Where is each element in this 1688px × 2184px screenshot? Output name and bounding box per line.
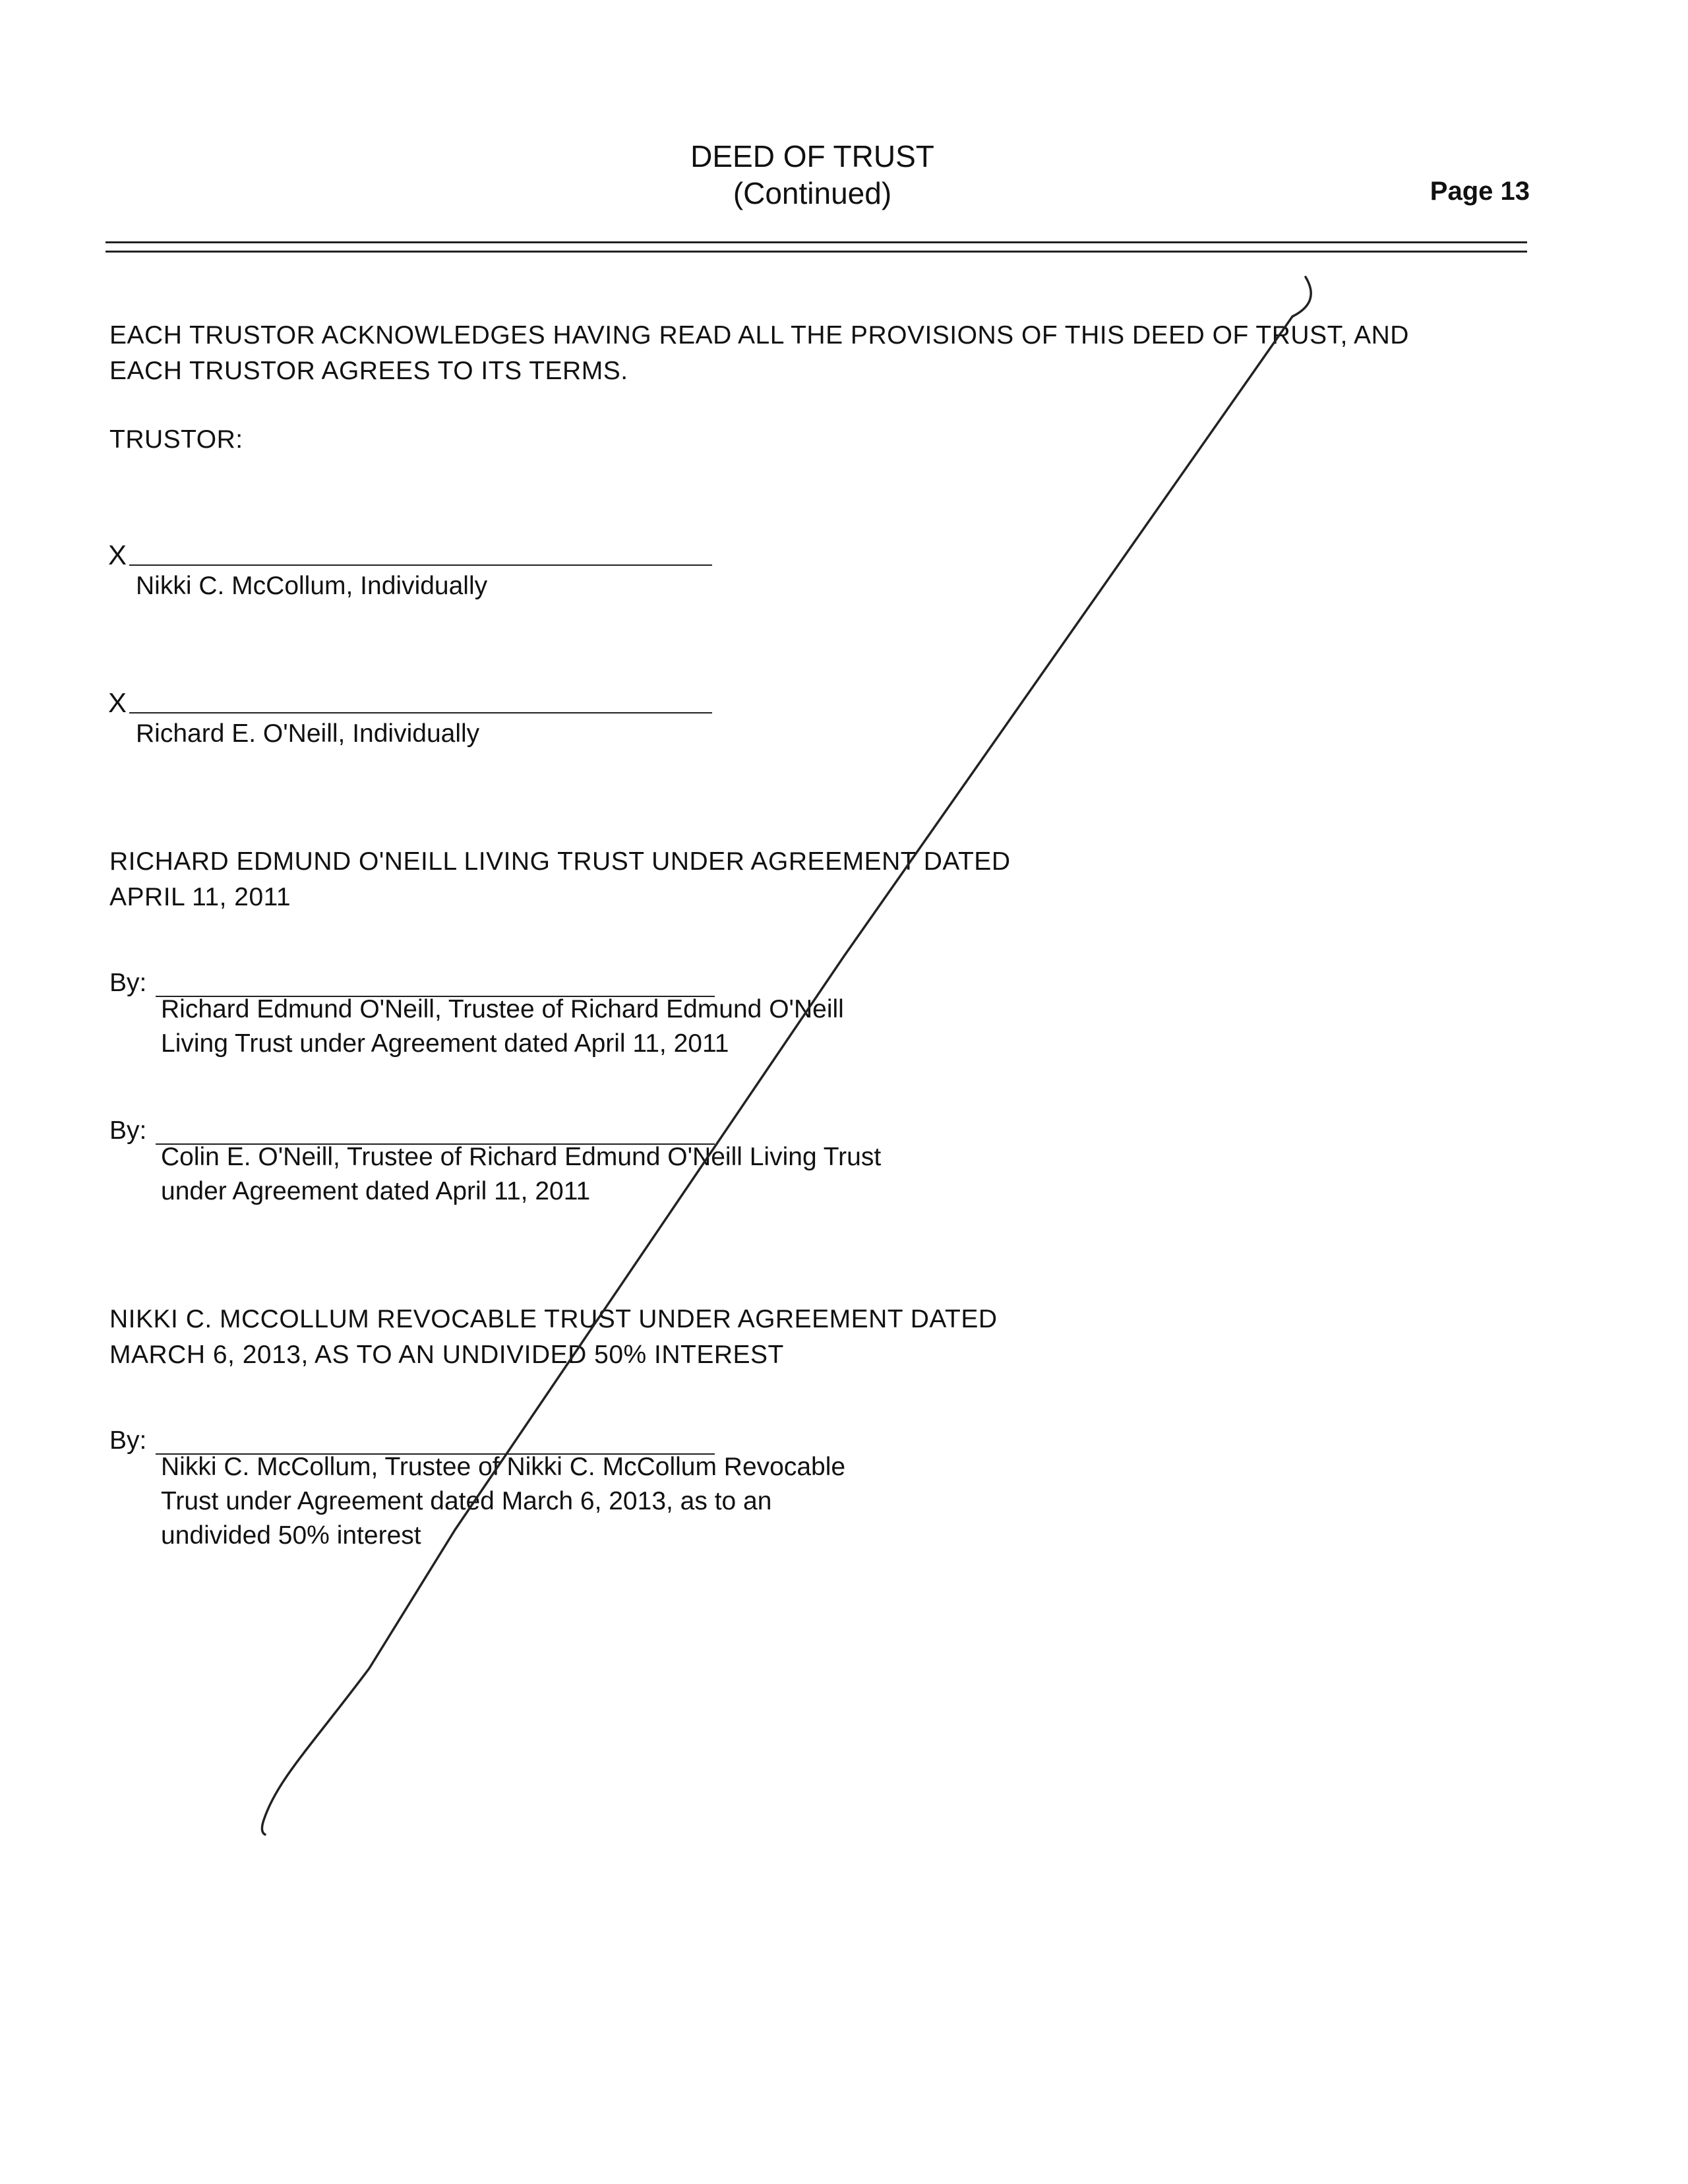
trustee-name-line-1: Colin E. O'Neill, Trustee of Richard Edmund O'Neill Living Trust [161,1143,882,1171]
trust-heading-line-2: MARCH 6, 2013, AS TO AN UNDIVIDED 50% INTEREST [109,1341,784,1369]
signature-x-mark: X [108,539,127,570]
signature-x-mark: X [108,687,127,718]
trustee-name-line-1: Richard Edmund O'Neill, Trustee of Richard Edmund O'Neill [161,995,844,1023]
header-rule-top [106,241,1527,243]
trustor-label: TRUSTOR: [109,425,243,454]
page-number: Page 13 [1430,177,1530,206]
by-label: By: [109,1116,147,1145]
trust-heading-line-1: NIKKI C. MCCOLLUM REVOCABLE TRUST UNDER AGREEMENT DATED [109,1305,998,1333]
document-subtitle: (Continued) [733,176,892,210]
acknowledgment-line-1: EACH TRUSTOR ACKNOWLEDGES HAVING READ ALL THE PROVISIONS OF THIS DEED OF TRUST, AND [109,321,1409,349]
trustee-name-line-3: undivided 50% interest [161,1521,421,1550]
trust-heading-line-2: APRIL 11, 2011 [109,883,291,911]
trustee-name-line-2: under Agreement dated April 11, 2011 [161,1177,591,1205]
signature-line [129,564,712,566]
signer-name: Nikki C. McCollum, Individually [136,572,488,600]
trustee-name-line-2: Trust under Agreement dated March 6, 2013, as to an [161,1487,772,1515]
trustee-name-line-2: Living Trust under Agreement dated April 11, 2011 [161,1029,729,1058]
by-label: By: [109,1426,147,1455]
signer-name: Richard E. O'Neill, Individually [136,719,480,748]
document-title: DEED OF TRUST [690,139,934,173]
acknowledgment-line-2: EACH TRUSTOR AGREES TO ITS TERMS. [109,357,628,385]
header-rule-bottom [106,251,1527,253]
trust-heading-line-1: RICHARD EDMUND O'NEILL LIVING TRUST UNDER AGREEMENT DATED [109,847,1011,876]
signature-line [129,712,712,713]
by-label: By: [109,969,147,997]
trustee-name-line-1: Nikki C. McCollum, Trustee of Nikki C. McCollum Revocable [161,1453,846,1481]
